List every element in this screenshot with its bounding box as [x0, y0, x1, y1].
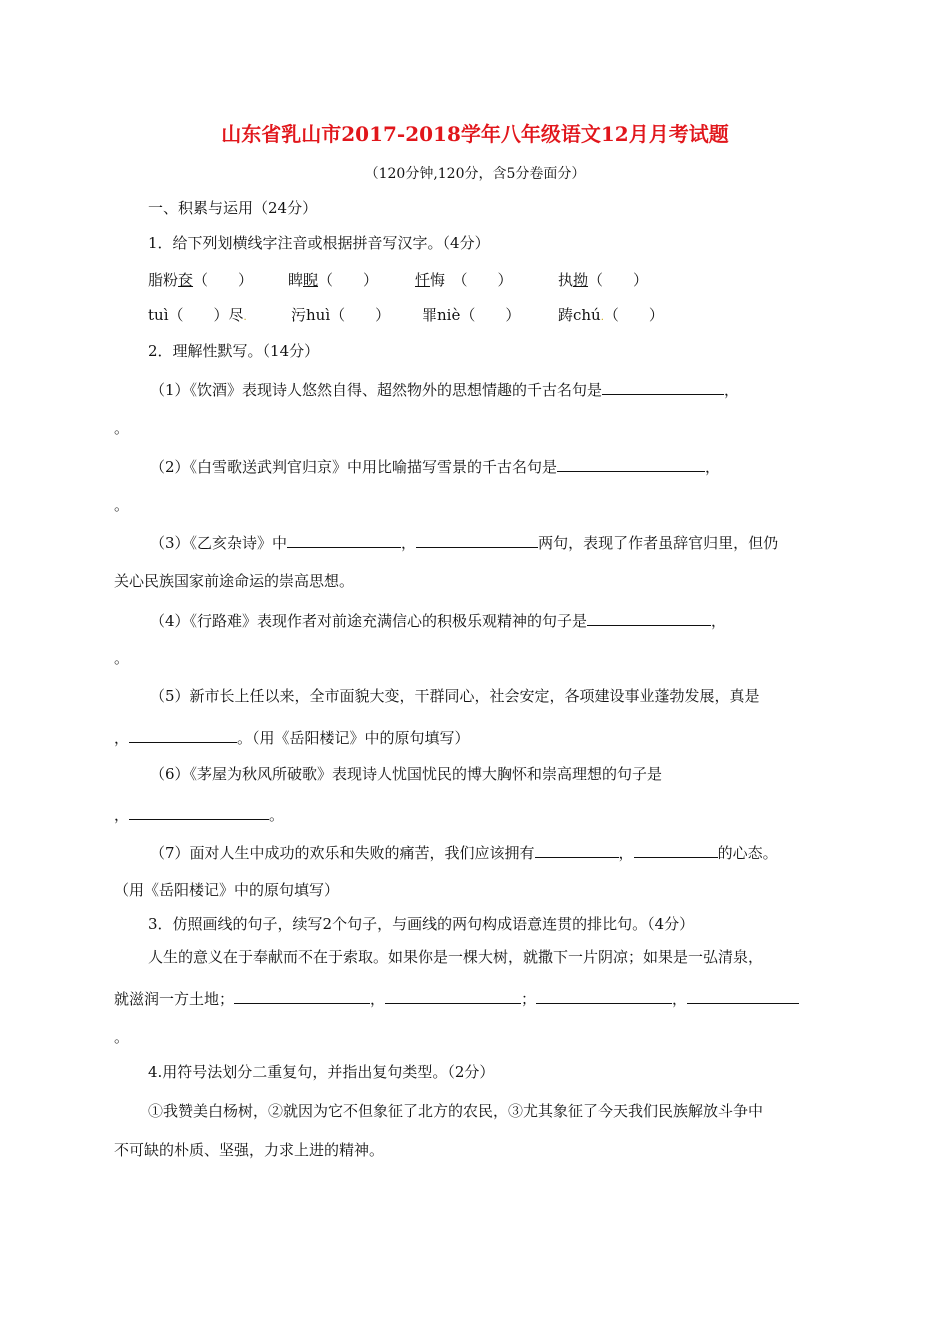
question-1-stem: 1．给下列划横线字注音或根据拼音写汉字。（4分）	[148, 234, 490, 252]
answer-blank[interactable]	[634, 841, 718, 858]
q4-text-1: ①我赞美白杨树，②就因为它不但象征了北方的农民，③尤其象征了今天我们民族解放斗争中	[148, 1102, 764, 1120]
q2-item-4: （4）《行路难》表现作者对前途充满信心的积极乐观精神的句子是 ，	[150, 609, 726, 631]
question-3-stem: 3．仿照画线的句子，续写2个句子，与画线的两句构成语意连贯的排比句。（4分）	[148, 915, 695, 933]
q3-text-2: 就滋润一方土地； ， ； ，	[114, 987, 799, 1009]
answer-blank[interactable]	[536, 987, 672, 1004]
answer-blank[interactable]	[129, 803, 269, 820]
answer-blank[interactable]	[602, 378, 724, 395]
q2-item-3: （3）《乙亥杂诗》中 ， 两句，表现了作者虽辞官归里，但仍	[150, 531, 778, 553]
question-2-stem: 2．理解性默写。（14分）	[148, 342, 320, 360]
answer-blank[interactable]	[587, 609, 711, 626]
q2-item-6-cont: ， 。	[114, 803, 284, 825]
q2-item-1: （1）《饮酒》表现诗人悠然自得、超然物外的思想情趣的千古名句是 ，	[150, 378, 739, 400]
document-title: 山东省乳山市2017-2018学年八年级语文12月月考试题	[221, 122, 729, 146]
q3-text-3: 。	[114, 1028, 130, 1046]
q1-item-2: 睥睨（ ）	[288, 271, 379, 289]
question-4-stem: 4.用符号法划分二重复句，并指出复句类型。（2分）	[148, 1063, 495, 1081]
q2-item-3-cont: 关心民族国家前途命运的崇高思想。	[114, 572, 355, 590]
answer-blank[interactable]	[535, 841, 619, 858]
document-subtitle: （120分钟,120分，含5分卷面分）	[364, 166, 586, 182]
q2-item-7: （7）面对人生中成功的欢乐和失败的痛苦，我们应该拥有 ， 的心态。	[150, 841, 778, 863]
q2-item-5: （5）新市长上任以来，全市面貌大变，干群同心，社会安定，各项建设事业蓬勃发展，真是	[150, 687, 760, 705]
answer-blank[interactable]	[287, 531, 401, 548]
q2-item-2: （2）《白雪歌送武判官归京》中用比喻描写雪景的千古名句是 ，	[150, 455, 720, 477]
answer-blank[interactable]	[416, 531, 538, 548]
q3-text-1: 人生的意义在于奉献而不在于索取。如果你是一棵大树，就撒下一片阴凉；如果是一弘清泉，	[148, 948, 764, 966]
q1-item-1: 脂粉奁（ ）	[148, 271, 254, 289]
answer-blank[interactable]	[687, 987, 799, 1004]
q2-item-5-cont: ， 。（用《岳阳楼记》中的原句填写）	[114, 726, 470, 748]
q1-item-4: 执拗（ ）	[558, 271, 649, 289]
q1-item-8: 踌chú.（ ）	[558, 306, 664, 324]
q1-item-3: 忏悔 （ ）	[415, 271, 513, 289]
q2-item-4-end: 。	[114, 649, 130, 667]
answer-blank[interactable]	[129, 726, 237, 743]
q1-item-5: tuì（ ）尽.	[148, 306, 247, 324]
q1-item-6: 污huì（ ）	[291, 306, 391, 324]
section-heading: 一、积累与运用（24分）	[148, 199, 318, 217]
answer-blank[interactable]	[234, 987, 370, 1004]
q2-item-7-note: （用《岳阳楼记》中的原句填写）	[114, 881, 340, 899]
answer-blank[interactable]	[385, 987, 521, 1004]
q4-text-2: 不可缺的朴质、坚强，力求上进的精神。	[114, 1141, 385, 1159]
q2-item-2-end: 。	[114, 496, 130, 514]
answer-blank[interactable]	[557, 455, 705, 472]
q1-item-7: 罪niè（ ）	[422, 306, 521, 324]
q2-item-6: （6）《茅屋为秋风所破歌》表现诗人忧国忧民的博大胸怀和崇高理想的句子是	[150, 765, 663, 783]
q2-item-1-end: 。	[114, 419, 130, 437]
